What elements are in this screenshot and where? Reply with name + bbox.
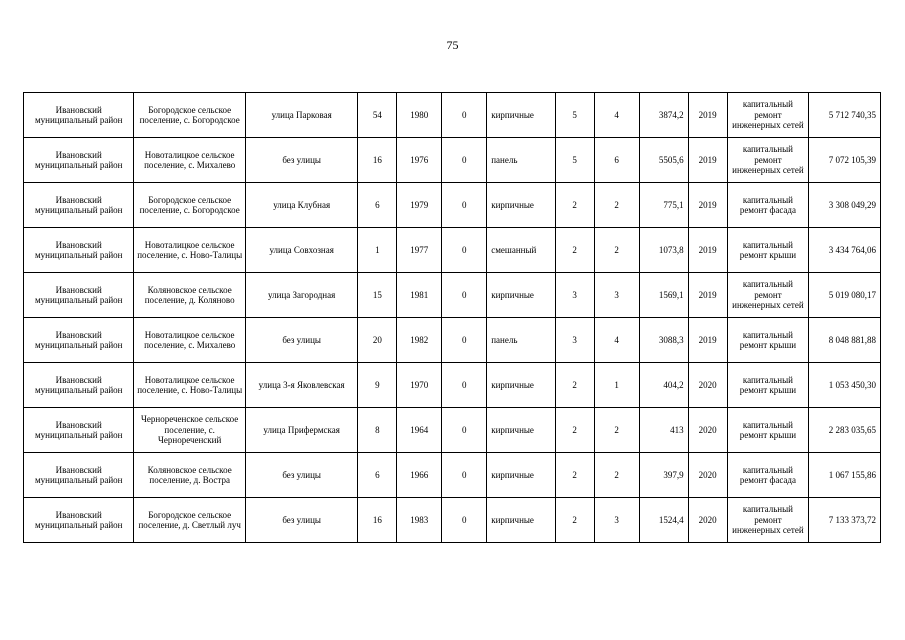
table-row [24, 498, 881, 543]
district-cell: Ивановский муниципальный район [24, 318, 134, 363]
district-cell: Ивановский муниципальный район [24, 498, 134, 543]
district-cell: Ивановский муниципальный район [24, 138, 134, 183]
settlement-cell: Богородское сельское поселение, д. Светлый луч [134, 498, 245, 543]
zero-cell: 0 [442, 138, 487, 183]
house-number-cell: 15 [358, 273, 397, 318]
plan-year-cell: 2020 [688, 453, 727, 498]
street-cell: улица 3-я Яковлевская [245, 363, 357, 408]
entrances-cell: 3 [594, 273, 639, 318]
street-cell: улица Загородная [245, 273, 357, 318]
settlement-cell: Новоталицкое сельское поселение, с. Ново-Талицы [134, 363, 245, 408]
entrances-cell: 2 [594, 408, 639, 453]
table-row [24, 183, 881, 228]
floors-cell: 2 [555, 183, 594, 228]
plan-year-cell: 2019 [688, 183, 727, 228]
wall-material-cell: панель [487, 318, 556, 363]
work-type-cell: капитальный ремонт инженерных сетей [727, 138, 809, 183]
floors-cell: 2 [555, 228, 594, 273]
cost-cell: 1 067 155,86 [809, 453, 881, 498]
street-cell: без улицы [245, 453, 357, 498]
entrances-cell: 4 [594, 93, 639, 138]
district-cell: Ивановский муниципальный район [24, 273, 134, 318]
wall-material-cell: кирпичные [487, 93, 556, 138]
settlement-cell: Богородское сельское поселение, с. Богородское [134, 183, 245, 228]
work-type-cell: капитальный ремонт инженерных сетей [727, 93, 809, 138]
table-row [24, 138, 881, 183]
wall-material-cell: панель [487, 138, 556, 183]
page-number: 75 [446, 38, 459, 52]
plan-year-cell: 2020 [688, 498, 727, 543]
build-year-cell: 1980 [397, 93, 442, 138]
house-number-cell: 1 [358, 228, 397, 273]
floors-cell: 5 [555, 93, 594, 138]
area-cell: 3088,3 [639, 318, 688, 363]
wall-material-cell: кирпичные [487, 408, 556, 453]
house-number-cell: 9 [358, 363, 397, 408]
street-cell: улица Парковая [245, 93, 357, 138]
build-year-cell: 1976 [397, 138, 442, 183]
work-type-cell: капитальный ремонт крыши [727, 318, 809, 363]
table-row [24, 273, 881, 318]
table-row [24, 453, 881, 498]
house-number-cell: 16 [358, 498, 397, 543]
zero-cell: 0 [442, 183, 487, 228]
build-year-cell: 1979 [397, 183, 442, 228]
entrances-cell: 2 [594, 183, 639, 228]
entrances-cell: 3 [594, 498, 639, 543]
area-cell: 413 [639, 408, 688, 453]
plan-year-cell: 2019 [688, 228, 727, 273]
cost-cell: 5 712 740,35 [809, 93, 881, 138]
area-cell: 3874,2 [639, 93, 688, 138]
area-cell: 1569,1 [639, 273, 688, 318]
table-row [24, 408, 881, 453]
district-cell: Ивановский муниципальный район [24, 453, 134, 498]
cost-cell: 1 053 450,30 [809, 363, 881, 408]
settlement-cell: Богородское сельское поселение, с. Богородское [134, 93, 245, 138]
build-year-cell: 1977 [397, 228, 442, 273]
settlement-cell: Коляновское сельское поселение, д. Востра [134, 453, 245, 498]
zero-cell: 0 [442, 318, 487, 363]
street-cell: улица Прифермская [245, 408, 357, 453]
area-cell: 775,1 [639, 183, 688, 228]
build-year-cell: 1966 [397, 453, 442, 498]
work-type-cell: капитальный ремонт инженерных сетей [727, 498, 809, 543]
cost-cell: 7 072 105,39 [809, 138, 881, 183]
district-cell: Ивановский муниципальный район [24, 408, 134, 453]
entrances-cell: 6 [594, 138, 639, 183]
floors-cell: 2 [555, 363, 594, 408]
floors-cell: 2 [555, 498, 594, 543]
plan-year-cell: 2019 [688, 273, 727, 318]
settlement-cell: Новоталицкое сельское поселение, с. Михалево [134, 138, 245, 183]
wall-material-cell: кирпичные [487, 498, 556, 543]
table-row [24, 318, 881, 363]
wall-material-cell: кирпичные [487, 453, 556, 498]
zero-cell: 0 [442, 498, 487, 543]
cost-cell: 3 308 049,29 [809, 183, 881, 228]
floors-cell: 3 [555, 273, 594, 318]
work-type-cell: капитальный ремонт фасада [727, 183, 809, 228]
settlement-cell: Новоталицкое сельское поселение, с. Ново-Талицы [134, 228, 245, 273]
housing-repair-table [23, 92, 881, 543]
zero-cell: 0 [442, 453, 487, 498]
zero-cell: 0 [442, 363, 487, 408]
settlement-cell: Коляновское сельское поселение, д. Коляново [134, 273, 245, 318]
house-number-cell: 54 [358, 93, 397, 138]
plan-year-cell: 2019 [688, 93, 727, 138]
floors-cell: 2 [555, 453, 594, 498]
cost-cell: 5 019 080,17 [809, 273, 881, 318]
build-year-cell: 1970 [397, 363, 442, 408]
area-cell: 404,2 [639, 363, 688, 408]
plan-year-cell: 2020 [688, 363, 727, 408]
settlement-cell: Новоталицкое сельское поселение, с. Михалево [134, 318, 245, 363]
build-year-cell: 1981 [397, 273, 442, 318]
build-year-cell: 1982 [397, 318, 442, 363]
house-number-cell: 20 [358, 318, 397, 363]
house-number-cell: 6 [358, 453, 397, 498]
cost-cell: 3 434 764,06 [809, 228, 881, 273]
work-type-cell: капитальный ремонт фасада [727, 453, 809, 498]
house-number-cell: 8 [358, 408, 397, 453]
zero-cell: 0 [442, 273, 487, 318]
area-cell: 1073,8 [639, 228, 688, 273]
entrances-cell: 1 [594, 363, 639, 408]
floors-cell: 5 [555, 138, 594, 183]
entrances-cell: 2 [594, 228, 639, 273]
entrances-cell: 2 [594, 453, 639, 498]
work-type-cell: капитальный ремонт крыши [727, 363, 809, 408]
zero-cell: 0 [442, 93, 487, 138]
floors-cell: 3 [555, 318, 594, 363]
district-cell: Ивановский муниципальный район [24, 93, 134, 138]
wall-material-cell: кирпичные [487, 363, 556, 408]
street-cell: без улицы [245, 138, 357, 183]
wall-material-cell: кирпичные [487, 273, 556, 318]
plan-year-cell: 2019 [688, 138, 727, 183]
area-cell: 1524,4 [639, 498, 688, 543]
settlement-cell: Чернореченское сельское поселение, с. Чернореченский [134, 408, 245, 453]
floors-cell: 2 [555, 408, 594, 453]
street-cell: улица Совхозная [245, 228, 357, 273]
work-type-cell: капитальный ремонт инженерных сетей [727, 273, 809, 318]
plan-year-cell: 2019 [688, 318, 727, 363]
district-cell: Ивановский муниципальный район [24, 228, 134, 273]
zero-cell: 0 [442, 228, 487, 273]
work-type-cell: капитальный ремонт крыши [727, 228, 809, 273]
cost-cell: 7 133 373,72 [809, 498, 881, 543]
plan-year-cell: 2020 [688, 408, 727, 453]
cost-cell: 8 048 881,88 [809, 318, 881, 363]
entrances-cell: 4 [594, 318, 639, 363]
district-cell: Ивановский муниципальный район [24, 363, 134, 408]
house-number-cell: 16 [358, 138, 397, 183]
build-year-cell: 1964 [397, 408, 442, 453]
table-row [24, 363, 881, 408]
area-cell: 397,9 [639, 453, 688, 498]
cost-cell: 2 283 035,65 [809, 408, 881, 453]
house-number-cell: 6 [358, 183, 397, 228]
wall-material-cell: смешанный [487, 228, 556, 273]
street-cell: без улицы [245, 318, 357, 363]
zero-cell: 0 [442, 408, 487, 453]
street-cell: без улицы [245, 498, 357, 543]
wall-material-cell: кирпичные [487, 183, 556, 228]
table-row [24, 228, 881, 273]
table-row [24, 93, 881, 138]
area-cell: 5505,6 [639, 138, 688, 183]
district-cell: Ивановский муниципальный район [24, 183, 134, 228]
street-cell: улица Клубная [245, 183, 357, 228]
table-body [24, 93, 881, 543]
work-type-cell: капитальный ремонт крыши [727, 408, 809, 453]
build-year-cell: 1983 [397, 498, 442, 543]
